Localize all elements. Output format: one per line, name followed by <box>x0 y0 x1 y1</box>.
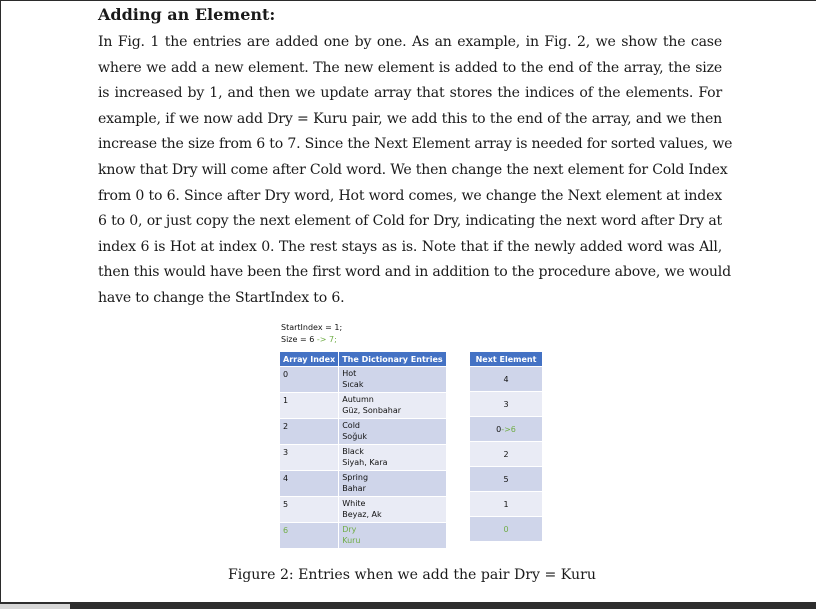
section-title: Adding an Element: <box>98 5 276 24</box>
table-row <box>470 417 543 442</box>
entry-translation: Soğuk <box>342 432 367 441</box>
table-row <box>280 445 447 471</box>
array-index-cell: 1 <box>283 396 289 405</box>
paragraph-line: increase the size from 6 to 7. Since the Next Element array is needed for sorted values, we <box>98 136 733 153</box>
array-index-cell: 6 <box>283 526 289 535</box>
table-row <box>470 517 543 542</box>
next-element-table <box>469 351 543 542</box>
table-row <box>280 523 447 549</box>
paragraph-line: 6 to 0, or just copy the next element of Cold for Dry, indicating the next word after Dry at <box>98 213 722 230</box>
entry-translation: Bahar <box>342 484 366 493</box>
size-label <box>281 334 342 346</box>
entry-word: Black <box>342 447 364 456</box>
entry-translation: Siyah, Kara <box>342 458 388 467</box>
entry-word: Spring <box>342 473 369 482</box>
array-index-header: Array Index <box>280 352 339 367</box>
bottom-border-highlight <box>0 604 70 609</box>
next-element-table-header <box>470 352 543 367</box>
paragraph-line: know that Dry will come after Cold word. We then change the next element for Cold Index <box>98 161 728 178</box>
table-row <box>280 367 447 393</box>
size-change: -> 7; <box>316 335 337 344</box>
next-element-cell: 1 <box>470 492 543 517</box>
dictionary-table-header <box>280 352 447 367</box>
bottom-border <box>0 602 816 609</box>
next-element-change: ->6 <box>501 424 516 434</box>
table-row <box>470 467 543 492</box>
next-element-cell <box>470 417 543 442</box>
left-border <box>0 0 1 602</box>
entry-word: White <box>342 499 366 508</box>
array-index-cell: 3 <box>283 448 289 457</box>
entry-word: Cold <box>342 421 360 430</box>
paragraph-line: then this would have been the first word and in addition to the procedure above, we would <box>98 264 731 281</box>
table-row <box>470 392 543 417</box>
array-index-cell: 4 <box>283 474 289 483</box>
entry-word: Dry <box>342 525 357 534</box>
entry-translation: Beyaz, Ak <box>342 510 382 519</box>
paragraph-line: is increased by 1, and then we update array that stores the indices of the elements. For <box>98 85 722 102</box>
paragraph-line: have to change the StartIndex to 6. <box>98 289 345 306</box>
next-element-cell: 5 <box>470 467 543 492</box>
paragraph-line: index 6 is Hot at index 0. The rest stays as is. Note that if the newly added word was All, <box>98 238 722 255</box>
entry-translation: Güz, Sonbahar <box>342 406 402 415</box>
paragraph-line: example, if we now add Dry = Kuru pair, we add this to the end of the array, and we then <box>98 110 722 127</box>
table-row <box>280 419 447 445</box>
entry-translation: Kuru <box>342 536 361 545</box>
next-element-cell: 3 <box>470 392 543 417</box>
array-index-cell: 0 <box>283 370 289 379</box>
size-prefix: Size = 6 <box>281 335 317 344</box>
top-border <box>0 0 816 1</box>
figure-variables <box>281 322 342 346</box>
dictionary-table <box>279 351 447 549</box>
table-row <box>280 471 447 497</box>
array-index-cell: 5 <box>283 500 289 509</box>
next-element-header: Next Element <box>470 352 543 367</box>
entry-word: Autumn <box>342 395 374 404</box>
table-row <box>470 492 543 517</box>
body-paragraph <box>98 30 733 312</box>
start-index-label: StartIndex = 1; <box>281 323 343 332</box>
table-row <box>280 497 447 523</box>
paragraph-line: where we add a new element. The new element is added to the end of the array, the size <box>98 59 722 76</box>
next-element-cell: 0 <box>470 517 543 542</box>
next-element-cell: 2 <box>470 442 543 467</box>
table-row <box>470 367 543 392</box>
dictionary-entries-header: The Dictionary Entries <box>339 352 446 367</box>
next-element-old-value: 0 <box>496 424 502 434</box>
entry-translation: Sıcak <box>342 380 364 389</box>
figure-caption: Figure 2: Entries when we add the pair Dry = Kuru <box>228 567 596 583</box>
paragraph-line: In Fig. 1 the entries are added one by one. As an example, in Fig. 2, we show the case <box>98 34 722 50</box>
entry-word: Hot <box>342 369 357 378</box>
table-row <box>470 442 543 467</box>
array-index-cell: 2 <box>283 422 289 431</box>
table-row <box>280 393 447 419</box>
paragraph-line: from 0 to 6. Since after Dry word, Hot word comes, we change the Next element at index <box>98 187 722 204</box>
next-element-cell: 4 <box>470 367 543 392</box>
